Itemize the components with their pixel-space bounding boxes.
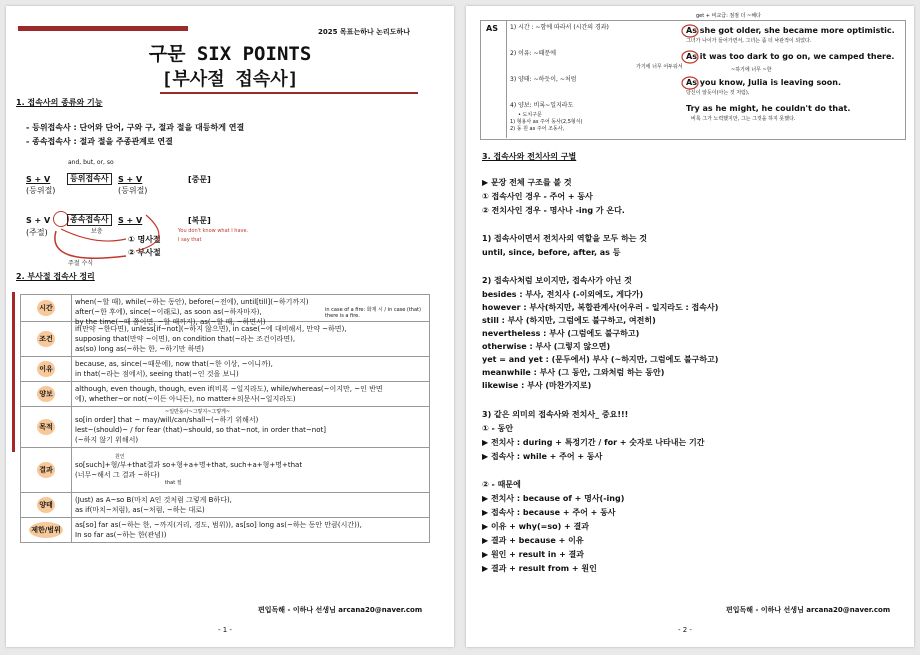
handwritten-note-2: I say that [178,237,202,243]
table-line: supposing that(만약 ~이면), on condition that(~라는 조건이라면), [75,335,296,343]
as-example-sentence: As she got older, she became more optimistic. [686,26,895,35]
coordinate-conjunction-box: 등위접속사 [67,173,112,185]
same-meaning-item: ② - 때문에 [482,480,521,489]
table-line: as if(마치~처럼), as(~처럼, ~하는 대로) [75,506,205,514]
table-line: In so far as(~하는 한(관념)) [75,531,167,539]
same-meaning-item: ▶ 이유 + why(=so) + 결과 [482,522,589,531]
same-meaning-item: ▶ 원인 + result in + 결과 [482,550,585,559]
table-row [21,357,430,382]
inversion-note: 1) 형용사 as 주어 동사(2,5형식) [510,119,583,125]
diagram-arrows [26,201,186,271]
page-number: - 2 - [678,626,692,634]
diagram-sv-left: S + V [26,175,51,184]
subordinate-definition: - 종속접속사 : 절과 절을 주종관계로 연결 [26,137,173,146]
table-row [21,382,430,407]
header-top-text: 2025 목표는하나 논리도하나 [318,28,410,36]
handwritten-note: ~하기에 너무 ~한 [731,67,772,73]
structure-tip: ▶ 문장 전체 구조를 볼 것 [482,178,572,187]
not-conjunction-item: otherwise : 부사 (그렇지 않으면) [482,342,611,351]
not-conjunction-item: besides : 부사, 전치사 (-이외에도, 게다가) [482,290,644,299]
as-example-translation: 그녀가 나이가 들어가면서, 그녀는 좀 더 낙관적이 되었다. [686,38,812,44]
category-purpose: 목적 [37,419,55,435]
page-two [466,6,914,647]
diagram-sv-right: S + V [118,175,143,184]
table-row [21,295,430,322]
structure-tip-2: ② 전치사인 경우 - 명사나 -ing 가 온다. [482,206,625,215]
as-example-sentence: As it was too dark to go on, we camped there. [686,52,895,61]
same-meaning-item: ▶ 접속사 : while + 주어 + 동사 [482,452,603,461]
category-reason: 이유 [37,361,55,377]
page-number: - 1 - [218,626,232,634]
subtitle-underline [160,92,418,94]
header-accent-bar [18,26,188,31]
table-small-note: ~일반동사~그렇지~그렇게~ [165,409,231,415]
table-line: by the time(~때 쯤이면, ~할 때까지), as(~할 때, ~하면서) [75,318,266,326]
adverb-clause-option: ② 부사절 [128,248,161,257]
category-limit: 제한/범위 [29,522,63,538]
table-line: (너무~해서 그 결과 ~하다) [75,471,160,479]
both-role-heading: 1) 접속사이면서 전치사의 역할을 모두 하는 것 [482,234,648,243]
table-row [21,448,430,493]
page-one [6,6,454,647]
same-meaning-item: ▶ 접속사 : because + 주어 + 동사 [482,508,616,517]
coordinate-definition: - 등위접속사 : 단어와 단어, 구와 구, 절과 절을 대등하게 연결 [26,123,245,132]
section-two-heading: 2. 부사절 접속사 정리 [16,272,95,281]
same-meaning-item: ▶ 결과 + result from + 원인 [482,564,597,573]
both-role-list: until, since, before, after, as 등 [482,248,621,257]
page-title: 구문 SIX POINTS [148,43,312,65]
table-line: 에), whether~or not(~이든 아니든), no matter+의문사(~일지라도) [75,395,296,403]
noun-clause-option: ① 명사절 [128,235,161,244]
as-example-translation: 가기에 너무 어두워서 [636,64,683,70]
category-time: 시간 [37,300,55,316]
subordinate-conjunction-box: 종속접속사 [67,214,112,226]
same-meaning-item: ▶ 결과 + because + 이유 [482,536,584,545]
as-column-label: AS [486,24,498,33]
table-small-note: 원인 [115,454,125,460]
handwritten-note-1: You don't know what I have. [178,228,249,234]
table-line: as(so) long as(~하는 한, ~하기만 하면) [75,345,205,353]
page-footer: 편입독해 - 이하나 선생님 arcana20@naver.com [726,606,891,614]
page-subtitle: [부사절 접속사] [161,69,299,90]
structure-tip-1: ① 접속사인 경우 - 주어 + 동사 [482,192,593,201]
table-divider [506,20,507,138]
table-line: as[so] far as(~하는 한, ~까지(거리, 경도, 범위)), as[so] long as(~하는 동안 만큼(시간)), [75,521,362,529]
table-line: so[such]+형/부+that결과 so+형+a+명+that, such+a+형+명+that [75,461,303,469]
table-line: (~하지 않기 위해서) [75,436,139,444]
as-example-sentence: As you know, Julia is leaving soon. [686,78,841,87]
as-usage-label: 2) 이유: ~때문에 [510,50,557,57]
not-conjunction-item: nevertheless : 부사 (그럼에도 불구하고) [482,329,640,338]
as-usage-label: 3) 양태: ~하듯이, ~처럼 [510,76,577,83]
adverb-conjunction-table [20,294,430,543]
diagram2-label-left: (주절) [26,228,48,237]
table-row [21,407,430,448]
not-conjunction-item: still : 부사 (하지만, 그럼에도 불구하고, 여전히) [482,316,656,325]
table-row [21,493,430,518]
as-example-sentence: Try as he might, he couldn't do that. [686,104,851,113]
diagram2-sv-left: S + V [26,216,51,225]
as-usage-label: 1) 시간 : ~함에 따라서 (시간의 경과) [510,24,609,31]
same-meaning-item: ▶ 전치사 : during + 특정기간 / for + 숫자로 나타내는 기간 [482,438,705,447]
note-bochung: 보충 [91,228,103,235]
page-footer: 편입독해 - 이하나 선생님 arcana20@naver.com [258,606,423,614]
not-conjunction-heading: 2) 접속사처럼 보이지만, 접속사가 아닌 것 [482,276,632,285]
diagram-label-left: (등위절) [26,186,56,195]
category-condition: 조건 [37,331,55,347]
table-line: when(~할 때), while(~하는 동안), before(~전에), until[till](~하기까지) [75,298,309,306]
table-line: although, even though, though, even if(비록 ~일지라도), while/whereas(~이지만, ~인 반면 [75,385,383,393]
top-handwritten-note: get + 비교급: 점점 더 ~해다 [696,13,761,19]
section-one-heading: 1. 접속사의 종류와 기능 [16,98,103,107]
as-circle-marks [681,22,701,122]
table-side-note: in case of a fire: 화재 시 / in case (that) there is a fire. [325,307,421,319]
diagram-type-complex: [복문] [188,216,211,225]
category-result: 결과 [37,462,55,478]
same-meaning-item: ① - 동안 [482,424,514,433]
table-line: (Just) as A~so B(마치 A인 것처럼 그렇게 B하다), [75,496,232,504]
as-example-translation: 비록 그가 노력했지만, 그는 그것을 하지 못했다. [691,116,796,122]
same-meaning-heading: 3) 같은 의미의 접속사와 전치사_ 중요!!! [482,410,629,419]
not-conjunction-item: however : 부사(하지만, 복합관계사(어우러 - 일지라도 : 접속사) [482,303,719,312]
as-usage-label: 4) 양보: 비록~일지라도 [510,102,574,109]
not-conjunction-item: likewise : 부사 (마찬가지로) [482,381,592,390]
not-conjunction-item: yet = and yet : (문두에서) 부사 (~하지만, 그럼에도 불구하고) [482,355,719,364]
note-main-modify: 주절 수식 [68,260,94,267]
as-example-translation: 당신이 알듯이(아는 것 처럼), [686,90,750,96]
table-line: if(만약 ~한다면), unless[if~not](~하지 않으면), in case(~에 대비해서, 만약 ~하면), [75,325,347,333]
inversion-note: 2) 동 원 as 주어 조동사, [510,126,565,132]
table-side-bar [12,292,15,452]
category-concession: 양보 [37,386,55,402]
table-line: after(~한 후에), since(~이래로), as soon as(~하자마자), [75,308,262,316]
not-conjunction-item: meanwhile : 부사 (그 동안, 그와처럼 하는 동안) [482,368,665,377]
inversion-note: • 도치구문 [518,112,542,118]
coordinate-examples: and, but, or, so [68,159,114,166]
diagram-label-right: (등위절) [118,186,148,195]
section-three-heading: 3. 접속사와 전치사의 구별 [482,152,577,161]
same-meaning-item: ▶ 전치사 : because of + 명사(-ing) [482,494,625,503]
diagram-type-compound: [중문] [188,175,211,184]
table-line: because, as, since(~때문에), now that(~한 이상, ~이니까), [75,360,273,368]
table-line: in that(~라는 점에서), seeing that(~인 것을 보니) [75,370,239,378]
table-line: lest~(should)~ / for fear (that)~should, so that~not, in order that~not] [75,426,326,434]
table-row [21,518,430,543]
table-line: so[in order] that ~ may/will/can/shall~(~하기 위해서) [75,416,259,424]
table-small-note: that 절 [165,480,182,486]
diagram2-sv-right: S + V [118,216,143,225]
table-row [21,322,430,357]
category-manner: 양태 [37,497,55,513]
